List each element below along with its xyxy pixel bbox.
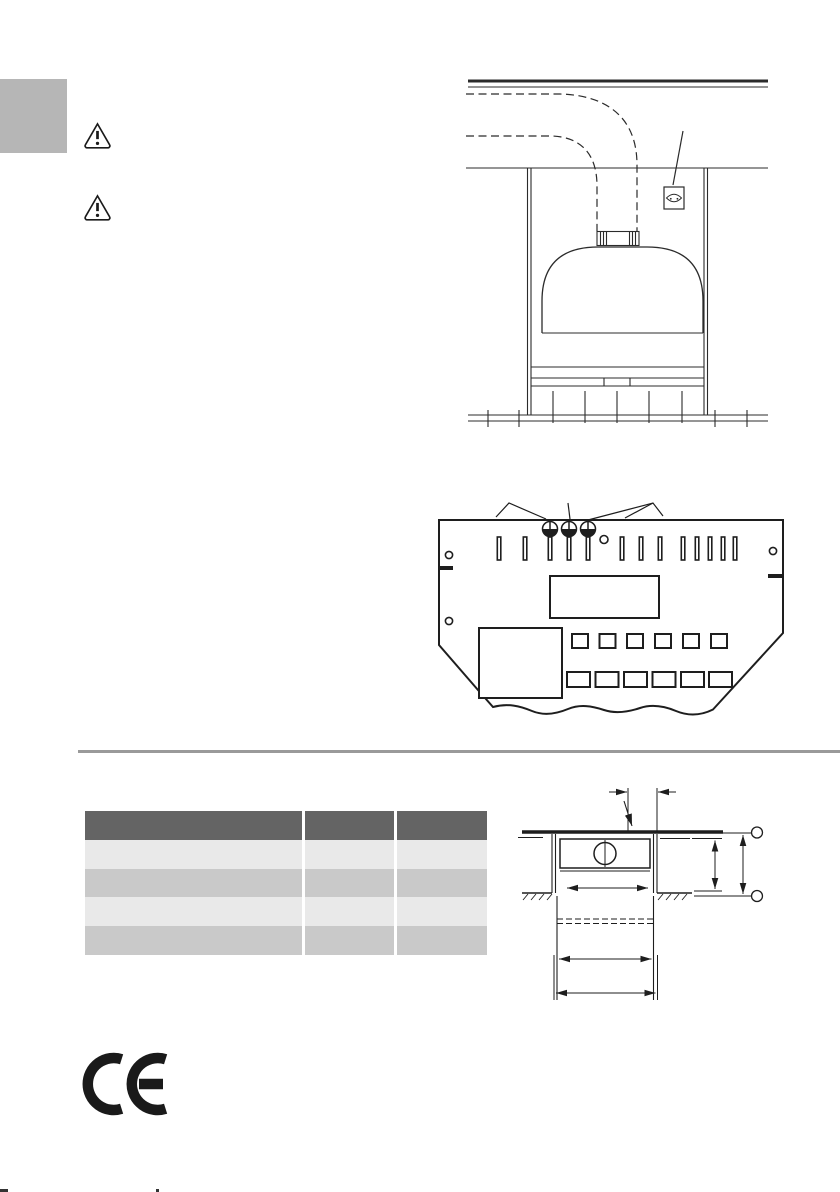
table-header-cell (397, 811, 487, 840)
hatch-ticks (523, 894, 687, 900)
table-cell (305, 897, 394, 926)
table-cell (85, 926, 302, 955)
cutout-dimension-drawing (505, 780, 785, 1020)
table-cell (397, 840, 487, 869)
connection-panel-drawing (420, 495, 790, 725)
appliance-dome (542, 247, 703, 333)
ground-screws (543, 522, 596, 537)
warning-triangle-icon (83, 194, 112, 221)
table-cell (397, 869, 487, 898)
reference-balloon (752, 891, 763, 902)
reference-balloon (752, 827, 763, 838)
table-cell (85, 840, 302, 869)
section-divider (78, 750, 840, 753)
duct-collar (597, 232, 639, 246)
page-edge-tab (0, 79, 67, 153)
screw-leader-lines (496, 503, 663, 520)
dim-heights (692, 827, 763, 902)
table-header-cell (305, 811, 394, 840)
power-socket-icon (664, 187, 684, 209)
spec-table (85, 811, 487, 955)
duct-dashed-right (466, 94, 637, 231)
table-cell (305, 840, 394, 869)
table-cell (397, 926, 487, 955)
warning-triangle-icon (83, 122, 112, 149)
table-cell (305, 926, 394, 955)
junction-box (479, 628, 562, 698)
ce-conformity-mark (80, 1048, 180, 1120)
dim-outer-width (554, 955, 658, 1000)
floor-line (468, 410, 768, 427)
table-header-cell (85, 811, 302, 840)
socket-leader-line (673, 131, 683, 185)
table-cell (85, 897, 302, 926)
recess-box (557, 896, 654, 1000)
table-cell (85, 869, 302, 898)
dim-top-width (609, 788, 676, 833)
cabinet-duct-installation-drawing (440, 70, 790, 440)
plinth-ticks (553, 391, 682, 423)
table-cell (305, 869, 394, 898)
display-window (550, 576, 659, 618)
appliance-bands (531, 333, 704, 386)
table-cell (397, 897, 487, 926)
